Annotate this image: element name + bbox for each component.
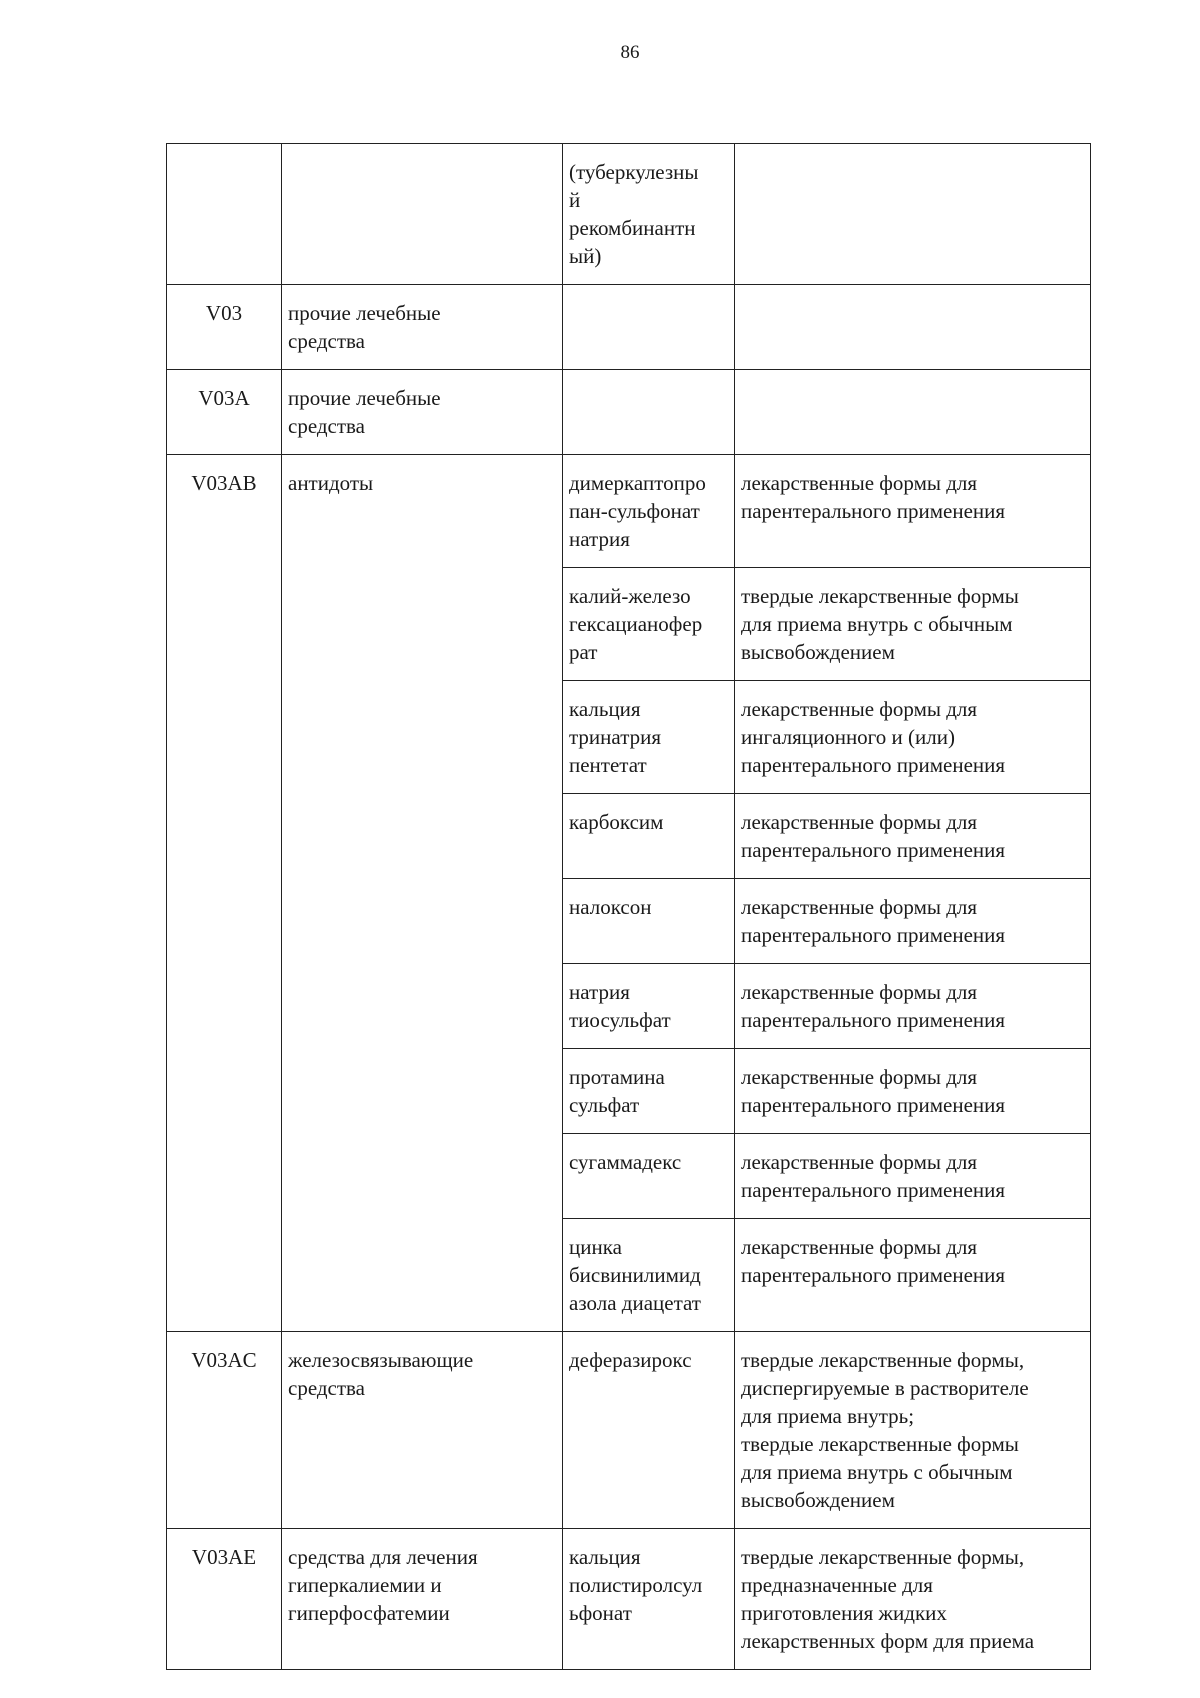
dosage-form: лекарственные формы для парентерального применения [741,1150,1006,1202]
atc-code: V03 [205,301,243,325]
dosage-form: твердые лекарственные формы, диспергируемые в растворителе для приема внутрь; твердые лекарственные формы для приема внутрь с обычным высвобождением [741,1348,1029,1512]
atc-code-cell [167,144,282,285]
drug-name: кальция тринатрия пентетат [569,697,662,777]
drug-name-cell [563,681,735,794]
dosage-form-cell [735,681,1091,794]
group-name: антидоты [288,471,374,495]
atc-code: V03A [198,386,250,410]
dosage-form-cell [735,1049,1091,1134]
dosage-form-cell [735,1529,1091,1670]
dosage-form-cell [735,879,1091,964]
drug-name: деферазирокс [569,1348,692,1372]
drug-name-cell [563,1529,735,1670]
dosage-form: твердые лекарственные формы для приема внутрь с обычным высвобождением [741,584,1019,664]
drug-name-cell [563,794,735,879]
table-row [167,285,1091,370]
group-name-cell [282,455,563,1332]
dosage-form: твердые лекарственные формы, предназначенные для приготовления жидких лекарственных форм для приема [741,1545,1035,1653]
drug-name-cell [563,879,735,964]
dosage-form-cell [735,568,1091,681]
drug-name-cell [563,1332,735,1529]
drug-name-cell [563,568,735,681]
dosage-form-cell [735,455,1091,568]
drug-name-cell [563,1134,735,1219]
dosage-form: лекарственные формы для парентерального применения [741,1235,1006,1287]
group-name-cell [282,1529,563,1670]
drug-name: цинка бисвинилимид азола диацетат [569,1235,701,1315]
drug-name-cell [563,455,735,568]
dosage-form: лекарственные формы для ингаляционного и (или) парентерального применения [741,697,1006,777]
drug-name-cell [563,285,735,370]
dosage-form-cell [735,1219,1091,1332]
page-number: 86 [620,42,640,63]
atc-code-cell [167,1332,282,1529]
dosage-form: лекарственные формы для парентерального применения [741,810,1006,862]
table-row [167,1529,1091,1670]
drug-name-cell [563,144,735,285]
table-row [167,370,1091,455]
table-row [167,144,1091,285]
drug-name: протамина сульфат [569,1065,665,1117]
dosage-form-cell [735,794,1091,879]
atc-code-cell [167,370,282,455]
atc-code: V03AC [191,1348,257,1372]
group-name: прочие лечебные средства [288,386,441,438]
dosage-form-cell [735,1134,1091,1219]
dosage-form: лекарственные формы для парентерального применения [741,1065,1006,1117]
group-name-cell [282,370,563,455]
group-name: железосвязывающие средства [288,1348,474,1400]
drug-name-cell [563,1219,735,1332]
dosage-form-cell [735,370,1091,455]
drug-name: натрия тиосульфат [569,980,671,1032]
drug-name-cell [563,1049,735,1134]
group-name-cell [282,1332,563,1529]
dosage-form-cell [735,285,1091,370]
group-name-cell [282,144,563,285]
drug-name-cell [563,370,735,455]
table-row [167,1332,1091,1529]
atc-code: V03AE [191,1545,257,1569]
group-name-cell [282,285,563,370]
group-name: средства для лечения гиперкалиемии и гиперфосфатемии [288,1545,478,1625]
dosage-form: лекарственные формы для парентерального применения [741,895,1006,947]
atc-code-cell [167,285,282,370]
dosage-form-cell [735,964,1091,1049]
drug-name-cell [563,964,735,1049]
drug-name: калий-железо гексацианофер рат [569,584,703,664]
atc-code-cell [167,455,282,1332]
group-name: прочие лечебные средства [288,301,441,353]
table-row [167,455,1091,568]
drug-name: сугаммадекс [569,1150,682,1174]
drug-table [166,143,1091,1670]
drug-name: карбоксим [569,810,664,834]
atc-code-cell [167,1529,282,1670]
drug-name: (туберкулезны й рекомбинантн ый) [569,160,699,268]
drug-name: кальция полистиролсул ьфонат [569,1545,703,1625]
drug-name: димеркаптопро пан-сульфонат натрия [569,471,706,551]
dosage-form: лекарственные формы для парентерального применения [741,980,1006,1032]
dosage-form: лекарственные формы для парентерального применения [741,471,1006,523]
dosage-form-cell [735,1332,1091,1529]
atc-code: V03AB [191,471,257,495]
dosage-form-cell [735,144,1091,285]
drug-name: налоксон [569,895,652,919]
